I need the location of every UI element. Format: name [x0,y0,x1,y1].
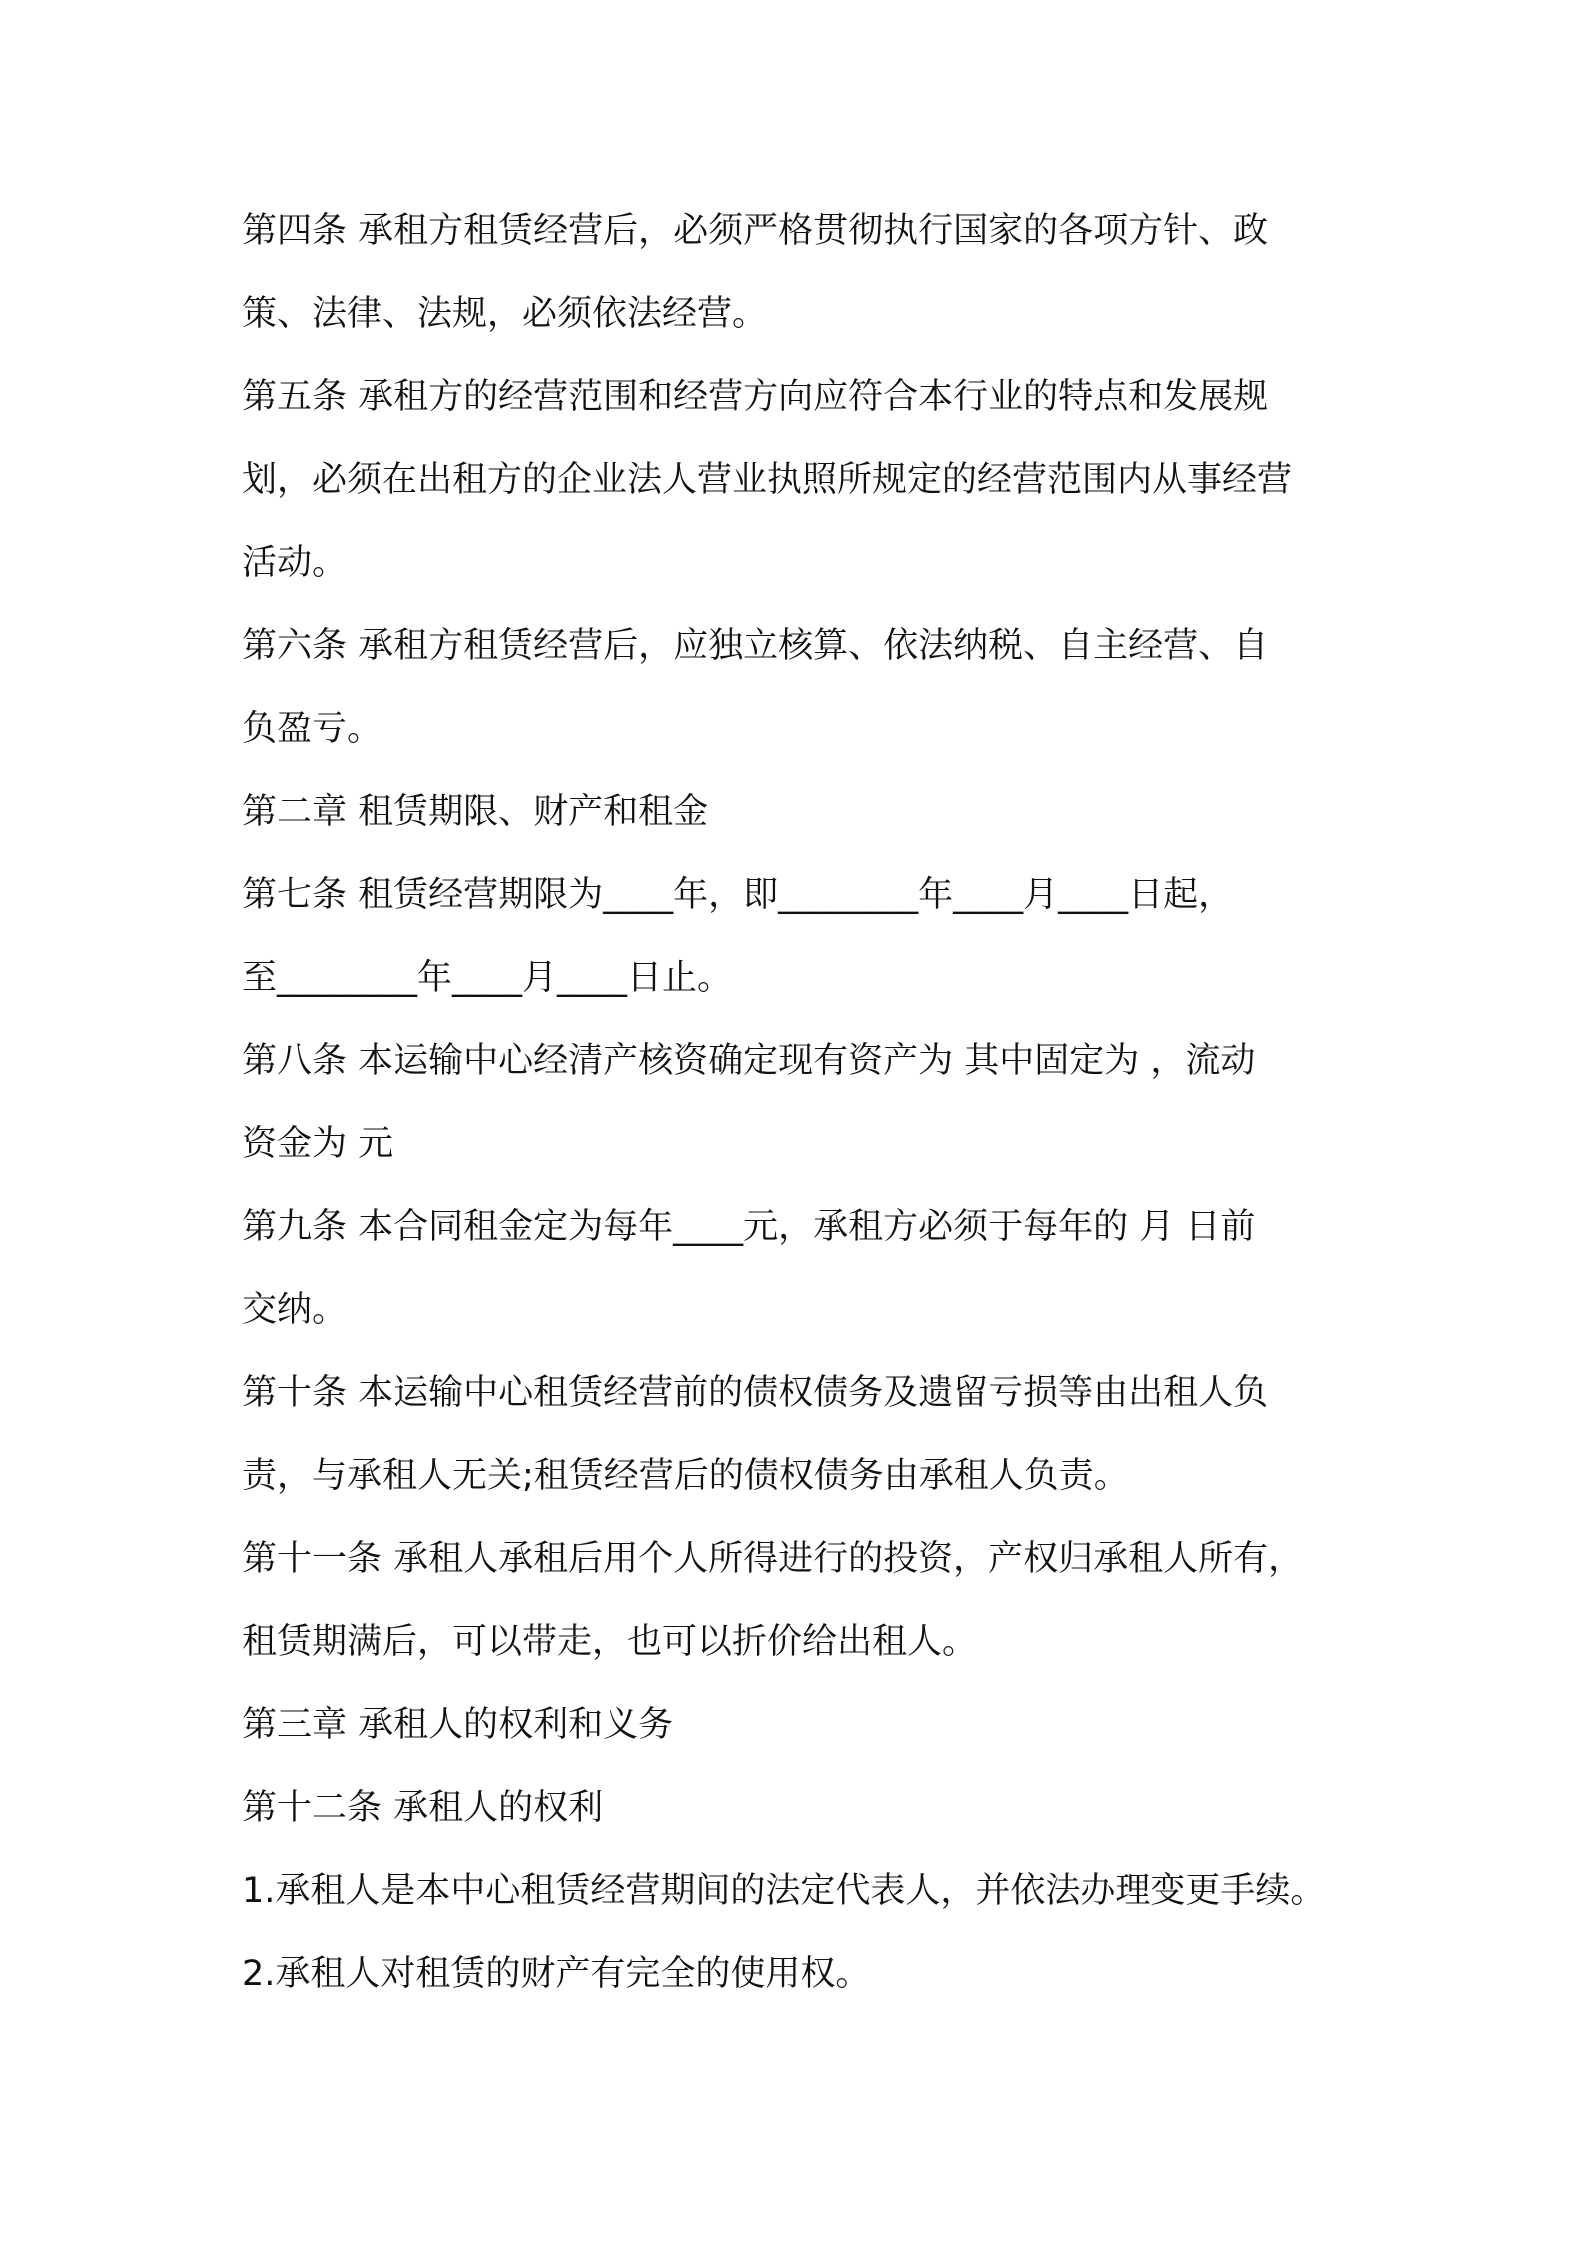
article-5 [242,356,1352,605]
article-7-line-2: 至________年____月____日止。 [242,958,733,998]
article-4-line-1: 第四条 承租方租赁经营后，必须严格贯彻执行国家的各项方针、政 [242,211,1269,251]
article-5-line-3: 活动。 [242,543,348,583]
article-7-line-1: 第七条 租赁经营期限为____年，即________年____月____日起， [242,875,1234,915]
right-item-1: 1.承租人是本中心租赁经营期间的法定代表人，并依法办理变更手续。 [242,1871,1326,1911]
article-4 [242,190,1352,356]
article-5-line-1: 第五条 承租方的经营范围和经营方向应符合本行业的特点和发展规 [242,377,1269,417]
article-10-line-2: 责，与承租人无关;租赁经营后的债权债务由承租人负责。 [242,1456,1129,1496]
article-11-line-2: 租赁期满后，可以带走，也可以折价给出租人。 [242,1622,978,1662]
article-10 [242,1352,1352,1518]
chapter-2-heading: 第二章 租赁期限、财产和租金 [242,792,709,832]
article-10-line-1: 第十条 本运输中心租赁经营前的债权债务及遗留亏损等由出租人负 [242,1373,1269,1413]
article-7 [242,854,1352,1020]
article-11 [242,1518,1352,1684]
article-6-line-2: 负盈亏。 [242,709,383,749]
article-8-line-2: 资金为 元 [242,1124,394,1164]
article-4-line-2: 策、法律、法规，必须依法经营。 [242,294,768,334]
chapter-3-heading: 第三章 承租人的权利和义务 [242,1705,674,1745]
document-page [242,190,1352,2016]
article-6-line-1: 第六条 承租方租赁经营后，应独立核算、依法纳税、自主经营、自 [242,626,1269,666]
article-9-line-1: 第九条 本合同租金定为每年____元，承租方必须于每年的 月 日前 [242,1207,1256,1247]
article-9 [242,1186,1352,1352]
article-9-line-2: 交纳。 [242,1290,348,1330]
article-8-line-1: 第八条 本运输中心经清产核资确定现有资产为 其中固定为 ，流动 [242,1041,1256,1081]
article-6 [242,605,1352,771]
article-12-heading: 第十二条 承租人的权利 [242,1788,604,1828]
article-5-line-2: 划，必须在出租方的企业法人营业执照所规定的经营范围内从事经营 [242,460,1293,500]
article-11-line-1: 第十一条 承租人承租后用个人所得进行的投资，产权归承租人所有， [242,1539,1304,1579]
right-item-2: 2.承租人对租赁的财产有完全的使用权。 [242,1954,871,1994]
article-8 [242,1020,1352,1186]
